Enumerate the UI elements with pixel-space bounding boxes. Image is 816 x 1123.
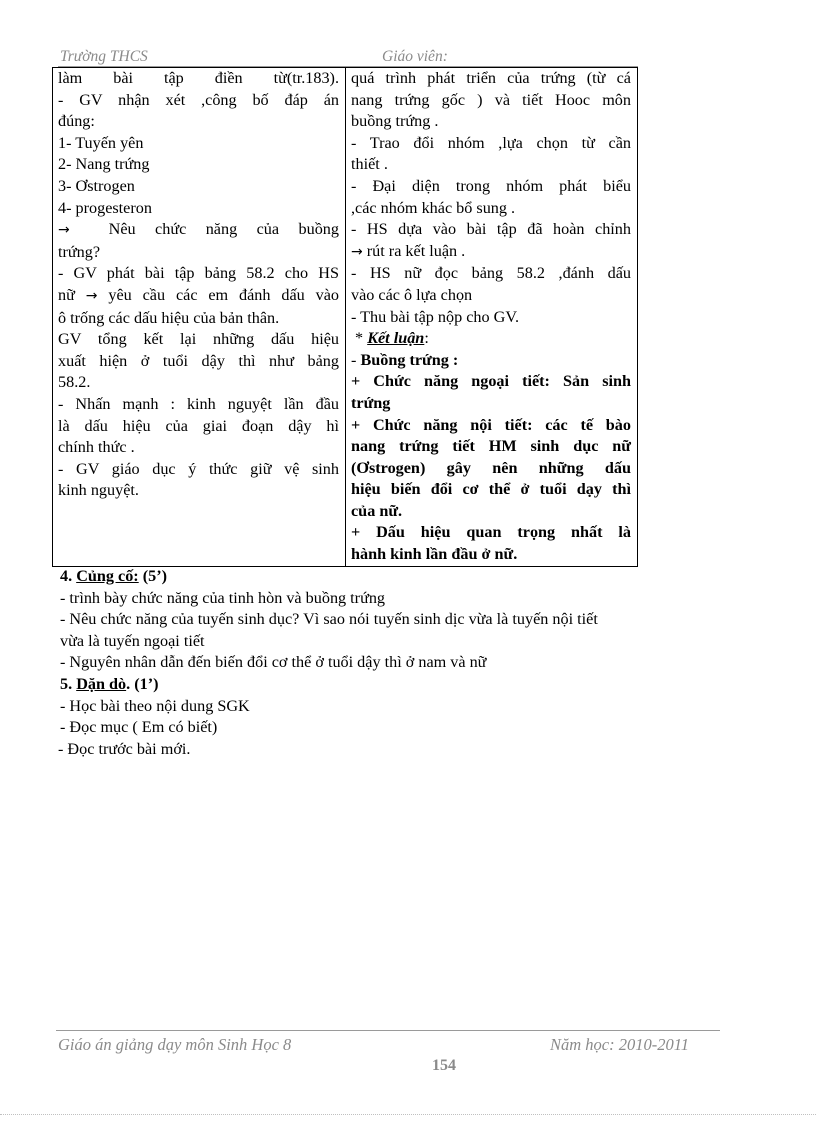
left-line: là dấu hiệu của giai đoạn dậy hì bbox=[58, 416, 339, 435]
page-header bbox=[58, 46, 638, 67]
right-line: + Chức năng nội tiết: các tế bào bbox=[351, 415, 631, 434]
section-5-item: - Đọc trước bài mới. bbox=[58, 739, 191, 758]
left-line: kinh nguyệt. bbox=[58, 481, 139, 500]
section-5-title: Dặn dò bbox=[76, 675, 127, 693]
right-line: trứng bbox=[351, 393, 391, 412]
section-5-item: - Đọc mục ( Em có biết) bbox=[60, 718, 218, 737]
left-line: 1- Tuyến yên bbox=[58, 133, 144, 152]
section-4-title: Củng cố: bbox=[76, 567, 139, 585]
left-line-text: Nêu chức năng của buồng bbox=[108, 220, 339, 239]
left-line: - GV giáo dục ý thức giữ vệ sinh bbox=[58, 459, 339, 478]
school-name: Trường THCS bbox=[60, 48, 148, 65]
right-line: nang trứng gốc ) và tiết Hooc môn bbox=[351, 90, 631, 109]
ovary-heading bbox=[351, 350, 631, 372]
lesson-activity-table bbox=[52, 67, 638, 567]
left-line: chính thức . bbox=[58, 438, 135, 457]
right-line: vào các ô lựa chọn bbox=[351, 285, 473, 304]
conclusion-label: Kết luận bbox=[367, 329, 425, 348]
section-consolidation bbox=[60, 566, 740, 674]
conclusion-heading bbox=[351, 328, 631, 350]
right-line: quá trình phát triển của trứng (từ cá bbox=[351, 69, 631, 87]
left-line-text: yêu cầu các em đánh dấu vào bbox=[108, 285, 339, 304]
right-line: (Ơstrogen) gây nên những dấu bbox=[351, 458, 631, 477]
left-line: đúng: bbox=[58, 112, 95, 131]
section-4-number: 4. bbox=[60, 567, 73, 585]
left-line: trứng? bbox=[58, 242, 101, 261]
right-line-text: rút ra kết luận . bbox=[366, 241, 466, 260]
footer-school-year: Năm học: 2010-2011 bbox=[550, 1035, 690, 1054]
page-number: 154 bbox=[432, 1057, 456, 1074]
left-line: 4- progesteron bbox=[58, 198, 152, 217]
right-line: - HS nữ đọc bảng 58.2 ,đánh dấu bbox=[351, 264, 631, 283]
right-arrow-icon: → bbox=[85, 287, 98, 304]
right-line: + Chức năng ngoại tiết: Sản sinh bbox=[351, 372, 631, 391]
footer-course-title: Giáo án giảng dạy môn Sinh Học 8 bbox=[58, 1035, 292, 1054]
footer-divider bbox=[56, 1030, 720, 1031]
section-5-number: 5. bbox=[60, 675, 73, 693]
right-line bbox=[351, 241, 631, 264]
left-line: 3- Ơstrogen bbox=[58, 176, 135, 195]
left-line: GV tổng kết lại những dấu hiệu bbox=[58, 330, 339, 349]
left-line bbox=[58, 285, 339, 308]
section-4-item: - trình bày chức năng của tinh hòn và buồng trứng bbox=[60, 588, 386, 607]
section-5-heading bbox=[60, 674, 740, 696]
left-line: - GV nhận xét ,công bố đáp án bbox=[58, 90, 339, 109]
section-4-item: vừa là tuyến ngoại tiết bbox=[60, 631, 205, 650]
right-line: - Đại diện trong nhóm phát biểu bbox=[351, 176, 631, 195]
right-line: + Dấu hiệu quan trọng nhất là bbox=[351, 523, 631, 542]
right-line: - HS dựa vào bài tập đã hoàn chỉnh bbox=[351, 220, 631, 239]
right-line: ,các nhóm khác bổ sung . bbox=[351, 198, 516, 217]
teacher-label: Giáo viên: bbox=[382, 48, 448, 65]
teacher-activity-cell bbox=[53, 68, 346, 567]
conclusion-colon: : bbox=[424, 329, 429, 348]
ovary-label: Buồng trứng : bbox=[360, 350, 459, 369]
right-arrow-icon: → bbox=[351, 243, 363, 260]
left-line: - GV phát bài tập bảng 58.2 cho HS bbox=[58, 264, 339, 283]
left-line-text: nữ bbox=[58, 285, 75, 304]
right-line: thiết . bbox=[351, 155, 388, 174]
left-line: 2- Nang trứng bbox=[58, 155, 150, 174]
left-line bbox=[58, 219, 339, 242]
right-line: hiệu biến đổi cơ thể ở tuổi dạy thì bbox=[351, 480, 631, 499]
section-4-time: (5’) bbox=[142, 567, 168, 585]
ovary-dash: - bbox=[351, 350, 361, 369]
right-line: - Thu bài tập nộp cho GV. bbox=[351, 307, 519, 326]
right-line: - Trao đổi nhóm ,lựa chọn từ cần bbox=[351, 133, 631, 152]
page-bottom-dotted-rule bbox=[0, 1114, 816, 1116]
section-4-item: - Nguyên nhân dẫn đến biến đổi cơ thể ở tuổi dậy thì ở nam và nữ bbox=[60, 653, 487, 672]
right-arrow-icon: → bbox=[58, 222, 70, 239]
conclusion-star: * bbox=[355, 329, 368, 348]
left-line: xuất hiện ở tuổi dậy thì như bảng bbox=[58, 351, 339, 370]
left-line: ô trống các dấu hiệu của bản thân. bbox=[58, 308, 280, 327]
section-homework bbox=[60, 674, 740, 760]
left-line: 58.2. bbox=[58, 373, 91, 392]
right-line: buồng trứng . bbox=[351, 112, 439, 131]
section-4-item: - Nêu chức năng của tuyến sinh dục? Vì sao nói tuyến sinh dịc vừa là tuyến nội tiết bbox=[60, 610, 598, 629]
section-4-heading bbox=[60, 566, 740, 588]
right-line: nang trứng tiết HM sinh dục nữ bbox=[351, 437, 631, 456]
left-line: làm bài tập điền từ(tr.183). bbox=[58, 69, 339, 87]
section-5-time: . (1’) bbox=[126, 675, 159, 693]
right-line: của nữ. bbox=[351, 501, 403, 520]
left-line: - Nhấn mạnh : kinh nguyệt lần đầu bbox=[58, 394, 339, 413]
student-activity-cell bbox=[346, 68, 638, 567]
right-line: hành kinh lần đầu ở nữ. bbox=[351, 545, 518, 564]
section-5-item: - Học bài theo nội dung SGK bbox=[60, 696, 250, 715]
